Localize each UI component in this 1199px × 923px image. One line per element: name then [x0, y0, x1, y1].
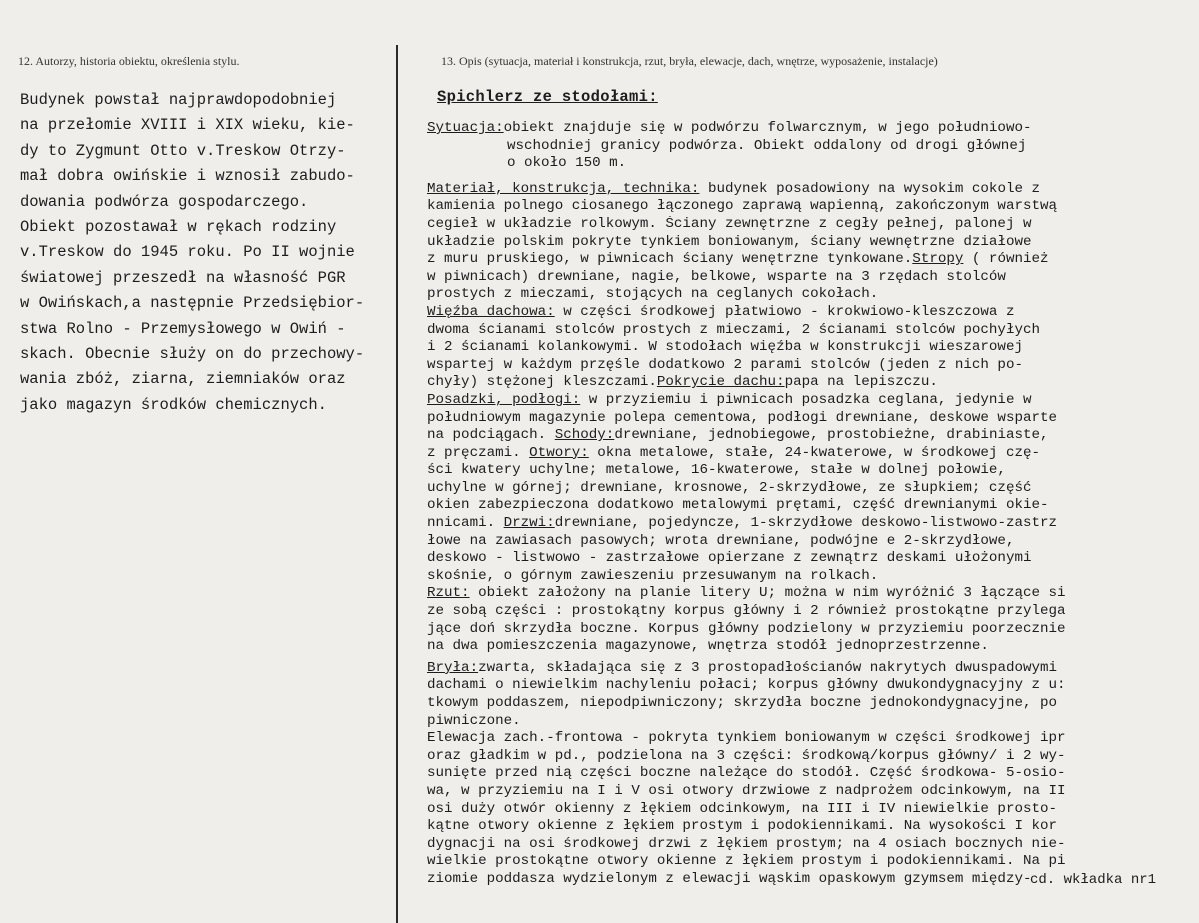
description-line: w piwnicach) drewniane, nagie, belkowe, wsparte na 3 rzędach stolców — [427, 268, 1006, 285]
history-line: światowej przeszedł na własność PGR — [20, 268, 346, 287]
description-line: na podciągach. Schody:drewniane, jednobiegowe, prostobieżne, drabiniaste, — [427, 427, 1049, 444]
section-label-drzwi: Drzwi: — [503, 515, 555, 532]
description-line: sunięte przed nią części boczne należące do stodół. Część środkowa- 5-osio- — [427, 765, 1066, 782]
description-line: Materiał, konstrukcja, technika: budynek posadowiony na wysokim cokole z — [427, 180, 1041, 197]
description-line: łowe na zawiasach pasowych; wrota drewniane, podwójne e 2-skrzydłowe, — [427, 532, 1015, 549]
description-line: Rzut: obiekt założony na planie litery U; można w nim wyróżnić 3 łączące si — [427, 585, 1066, 602]
continuation-note: cd. wkładka nr1 — [1030, 872, 1157, 888]
description-line: nnicami. Drzwi:drewniane, pojedyncze, 1-skrzydłowe deskowo-listwowo-zastrz — [427, 515, 1058, 532]
description-line: kątne otwory okienne z łękiem prostym i podokiennikami. Na wysokości I kor — [427, 818, 1058, 835]
description-line: ści kwatery uchylne; metalowe, 16-kwaterowe, stałe w dolnej połowie, — [427, 462, 1006, 479]
section-label-stropy: Stropy — [912, 251, 964, 268]
section-label-bryla: Bryła: — [427, 659, 479, 676]
description-line: tkowym poddaszem, niepodpiwniczony; skrzydła boczne jednokondygnacyjne, po — [427, 695, 1058, 711]
history-line: Obiekt pozostawał w rękach rodziny — [20, 217, 337, 236]
description-line: wielkie prostokątne otwory okienne z łękiem prostym i podokiennikami. Na pi — [427, 853, 1066, 870]
description-line: południowym magazynie polepa cementowa, podłogi drewniane, deskowe wsparte — [427, 409, 1058, 426]
description-line: Więźba dachowa: w części środkowej płatwiowo - krokwiowo-kleszczowa z — [427, 303, 1015, 320]
history-line: wania zbóż, ziarna, ziemniaków oraz — [20, 370, 346, 389]
history-line: skach. Obecnie służy on do przechowy- — [20, 344, 365, 363]
description-line: z muru pruskiego, w piwnicach ściany wenętrzne tynkowane.Stropy ( również — [427, 251, 1049, 268]
section-label-pokrycie: Pokrycie dachu: — [656, 374, 785, 391]
history-line: jako magazyn środków chemicznych. — [20, 395, 327, 414]
description-line: dygnacji na osi środkowej drzwi z łękiem prostym; na 4 osiach bocznych nie- — [427, 835, 1066, 852]
description-line: na dwa pomieszczenia magazynowe, wnętrza stodół jednoprzestrzenne. — [427, 638, 989, 655]
description-line: i 2 ścianami kolankowymi. W stodołach więźba w konstrukcji wieszarowej — [427, 339, 1023, 356]
description-text — [427, 120, 1192, 889]
description-line: Posadzki, podłogi: w przyziemiu i piwnicach posadzka ceglana, jedynie w — [427, 391, 1032, 408]
description-line: oraz gładkim w pd., podzielona na 3 części: środkową/korpus główny/ i 2 wy- — [427, 747, 1066, 764]
history-line: stwa Rolno - Przemysłowego w Owiń - — [20, 319, 346, 338]
description-line: dachami o niewielkim nachyleniu połaci; korpus główny dwukondygnacyjny z u: — [427, 677, 1066, 694]
section-label-wiezba: Więźba dachowa: — [427, 303, 555, 320]
description-line: wspartej w każdym przęśle dodatkowo 2 parami stolców (jeden z nich po- — [427, 356, 1023, 373]
description-line: jące doń skrzydła boczne. Korpus główny podzielony w przyziemiu poorzecznie — [427, 620, 1066, 637]
history-line: mał dobra owińskie i wznosił zabudo- — [20, 167, 355, 186]
description-line: piwniczone. — [427, 712, 521, 729]
section-label-posadzki: Posadzki, podłogi: — [427, 391, 581, 408]
description-line: osi duży otwór okienny z łękiem odcinkowym, na III i IV niewielkie prosto- — [427, 800, 1058, 817]
history-line: na przełomie XVIII i XIX wieku, kie- — [20, 116, 355, 135]
section-label-otwory: Otwory: — [529, 444, 589, 461]
description-line: okien zabezpieczona dodatkowo metalowymi prętami, część drewnianymi okie- — [427, 497, 1049, 514]
description-line: prostych z mieczami, stojących na ceglanych cokołach. — [427, 286, 879, 303]
history-line: v.Treskow do 1945 roku. Po II wojnie — [20, 243, 355, 262]
history-text — [20, 88, 392, 418]
section-label-schody: Schody: — [554, 427, 615, 444]
description-line: deskowo - listwowo - zastrzałowe opierzane z zewnątrz deskami ułożonymi — [427, 550, 1032, 567]
description-line: Bryła:zwarta, składająca się z 3 prostopadłościanów nakrytych dwuspadowymi — [427, 659, 1058, 676]
description-line: o około 150 m. — [507, 155, 627, 172]
history-line: dy to Zygmunt Otto v.Treskow Otrzy- — [20, 141, 346, 160]
description-line: wschodniej granicy podwórza. Obiekt oddalony od drogi głównej — [507, 137, 1027, 154]
description-line: kamienia polnego ciosanego łączonego zaprawą wapienną, zakończonym warstwą — [427, 198, 1058, 215]
description-line: układzie polskim pokryte tynkiem boniowanym, ściany wewnętrzne działowe — [427, 233, 1032, 250]
section-label-sytuacja: Sytuacja: — [427, 120, 504, 136]
history-line: Budynek powstał najprawdopodobniej — [20, 91, 337, 109]
description-line: cegieł w układzie rolkowym. Ściany zewnętrzne z cegły pełnej, palonej w — [427, 215, 1032, 232]
section-label-material: Materiał, konstrukcja, technika: — [427, 180, 700, 197]
document-title: Spichlerz ze stodołami: — [437, 88, 658, 106]
description-line: ziomie poddasza wydzielonym z elewacji wąskim opaskowym gzymsem między- — [427, 870, 1032, 887]
history-line: dowania podwórza gospodarczego. — [20, 192, 309, 211]
column-divider — [396, 45, 398, 923]
right-column-header: 13. Opis (sytuacja, materiał i konstrukcja, rzut, bryła, elewacje, dach, wnętrze, wyposażenie, instalacje) — [441, 54, 938, 68]
description-line: Elewacja zach.-frontowa - pokryta tynkiem boniowanym w części środkowej ipr — [427, 730, 1066, 747]
description-line: skośnie, o górnym zawieszeniu przesuwanym na rolkach. — [427, 567, 879, 584]
left-column-header: 12. Autorzy, historia obiektu, określenia stylu. — [18, 54, 240, 68]
history-line: w Owińskach,a następnie Przedsiębior- — [20, 294, 365, 313]
description-line: z pręczami. Otwory: okna metalowe, stałe, 24-kwaterowe, w środkowej czę- — [427, 444, 1041, 461]
description-line: ze sobą części : prostokątny korpus główny i 2 również prostokątne przylega — [427, 603, 1066, 620]
description-line: chyły) stężonej kleszczami.Pokrycie dachu:papa na lepiszczu. — [427, 374, 938, 391]
description-line: wa, w przyziemiu na I i V osi otwory drzwiowe z nadprożem odcinkowym, na II — [427, 782, 1066, 799]
description-line: Sytuacja:obiekt znajduje się w podwórzu folwarcznym, w jego południowo- — [427, 120, 1032, 136]
description-line: dwoma ścianami stolców prostych z mieczami, 2 ścianami stolców pochyłych — [427, 321, 1040, 338]
section-label-rzut: Rzut: — [427, 585, 470, 602]
description-line: uchylne w górnej; drewniane, krosnowe, 2-skrzydłowe, ze słupkiem; część — [427, 479, 1032, 496]
